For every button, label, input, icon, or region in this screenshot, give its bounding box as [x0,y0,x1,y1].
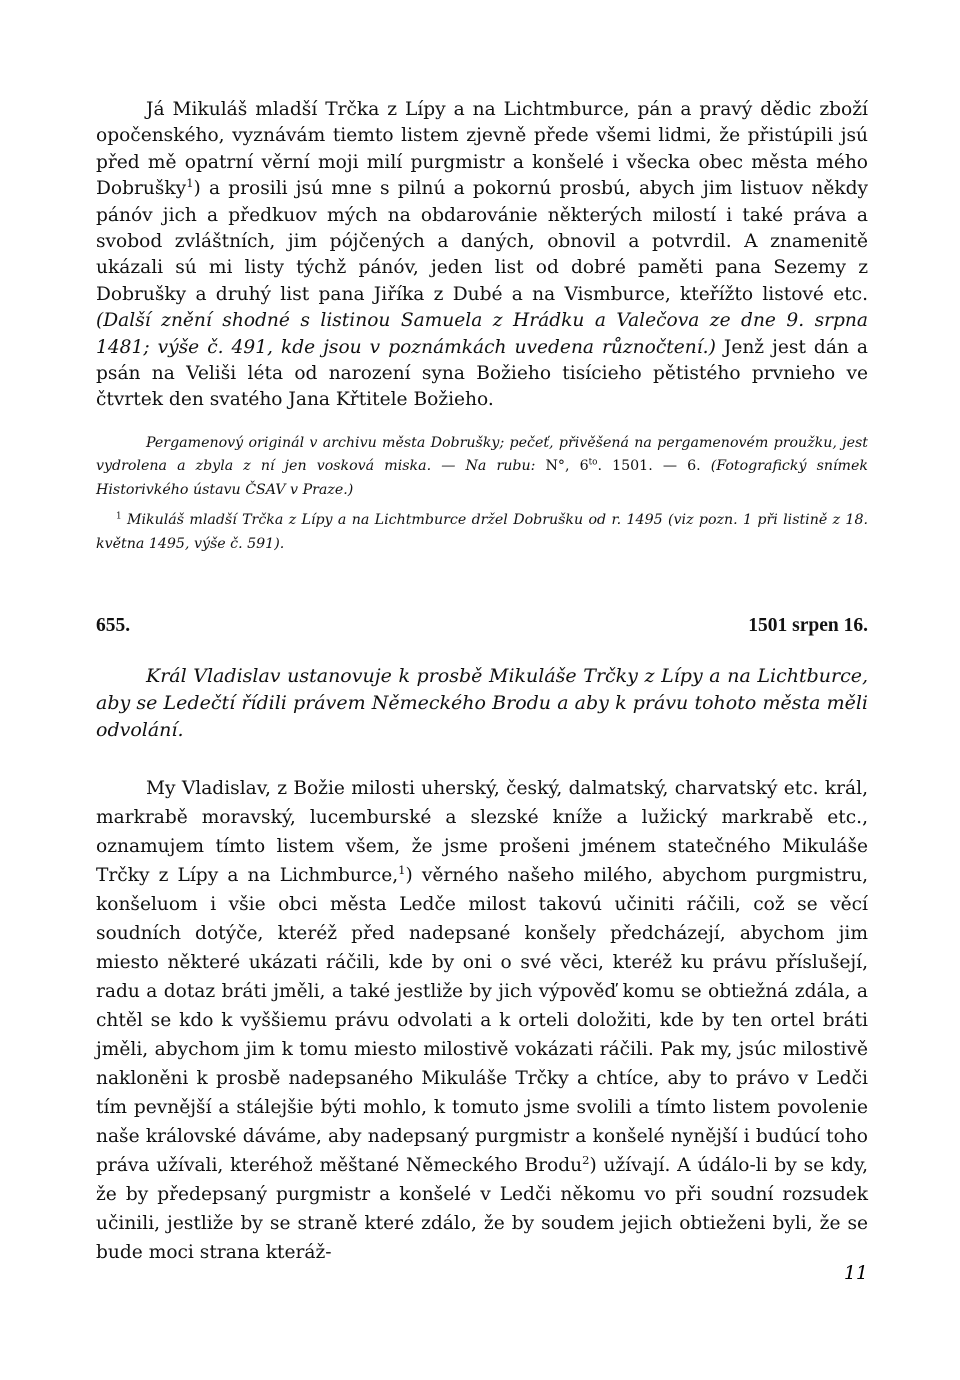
regest: Král Vladislav ustanovuje k prosbě Mikuláše Trčky z Lípy a na Lichtburce, aby se Ledečtí řídili právem Německého Brodu a aby k právu tohoto města měli odvolání. [96,665,868,742]
footnote-ref: 1 [398,863,406,878]
charter-text-part: ) a prosili jsú mne s pilnú a pokornú prosbú, abych jim listuov někdy pánóv jich a předkuov mých na obdarovánie některých milostí i také práva a svobod zvláštních, jim pójčených a daných, obnovil a potvrdil. A znamenitě ukázali sú mi listy týchž pánóv, jeden list od dobré paměti pana Sezemy z Dobrušky a druhý list pana Jiříka z Dubé a na Vismburce, kteřížto listové etc. [96,178,868,305]
source-note-text: Pergamenový originál v archivu města Dobrušky; pečeť, přivěšená na pergamenovém proužku, jest vydrolena a zbyla z ní jen vosková miska. — Na rubu: [96,434,868,475]
source-note [96,432,868,503]
footnote-ref: 1 [186,176,194,191]
document-page [96,97,868,1286]
footnote-mark: 1 [116,511,122,522]
document-heading [96,613,868,639]
footnote-ref: 2 [582,1153,590,1168]
source-note-text: N°, 6 [535,458,589,475]
charter-text-part: ) věrného našeho milého, abychom purgmistru, konšeluom i všie obci města Ledče milost takovú učiniti ráčili, což se věcí soudních dotýče, kteréž před nadepsané konšely předcházejí, abychom jim miesto některé ukázati ráčili, kde by oni o své věci, kteréž ku právu příslušejí, radu a dotaz bráti jměli, a také jestliže by jich výpověď komu se obtiežná zdála, a chtěl se kdo k vyššiemu právu odvolati a k orteli doložiti, kde by ten ortel bráti jměli, abychom jim k tomu miesto milostivě vokázati ráčili. Pak my, jsúc milostivě nakloněni k prosbě nadepsaného Mikuláše Trčky a chtíce, aby to právo v Ledči tím pevnější a stálejšie býti mohlo, k tomuto jsme svolili a tímto listem povolenie naše královské dáváme, aby nadepsaný purgmistr a konšelé nynější i budúcí toho práva užívali, kteréhož měštané Německého Brodu [96,865,868,1177]
charter-text-part: Jenž jest dán a psán na Veliši léta od narození syna Božieho tisícieho pětistého prvnieho ve čtvrtek den svatého Jana Křtitele Božieho. [96,336,869,411]
charter-text-dobruska [96,97,868,414]
source-note-text: (Fotografický snímek Historivkého ústavu ČSAV v Praze.) [96,458,868,498]
page-number: 11 [843,1262,868,1284]
footnote [96,509,868,556]
charter-text-part: Já Mikuláš mladší Trčka z Lípy a na Lichtmburce, pán a pravý dědic zboží opočenského, vyznávám tiemto listem zjevně přede všemi lidmi, že přistúpili jsú před mě opatrní věrní moji milí purgmistr a konšelé i všecka obec města mého Dobrušky [96,99,868,200]
charter-text-part: ) užívají. A údálo-li by se kdy, že by předepsaný purgmistr a konšelé v Ledči někomu vo při soudní rozsudek učinili, jestliže by se straně které zdálo, že by soudem jejich obtieženi byli, že se bude moci strana kteráž- [96,1155,868,1264]
source-note-text: . 1501. — 6. [597,458,711,475]
document-number: 655. [96,615,131,637]
charter-text-part: My Vladislav, z Božie milosti uherský, český, dalmatský, charvatský etc. král, markrabě moravský, lucemburské a slezské kníže a lužický markrabě etc., oznamujem tímto listem všem, že jsme prošeni jménem statečného Mikuláše Trčky z Lípy a na Lichmburce, [96,778,868,887]
editorial-note: (Další znění shodné s listinou Samuela z Hrádku a Valečova ze dne 9. srpna 1481; výše č. 491, kde jsou v poznámkách uvedena různočtení.) [96,310,868,358]
source-note-superscript: to [588,457,598,468]
charter-text-vladislav [96,774,868,1267]
document-date: 1501 srpen 16. [748,615,868,637]
footnote-text: Mikuláš mladší Trčka z Lípy a na Lichtmburce držel Dobrušku od r. 1495 (viz pozn. 1 při listině z 18. května 1495, výše č. 591). [96,512,868,552]
